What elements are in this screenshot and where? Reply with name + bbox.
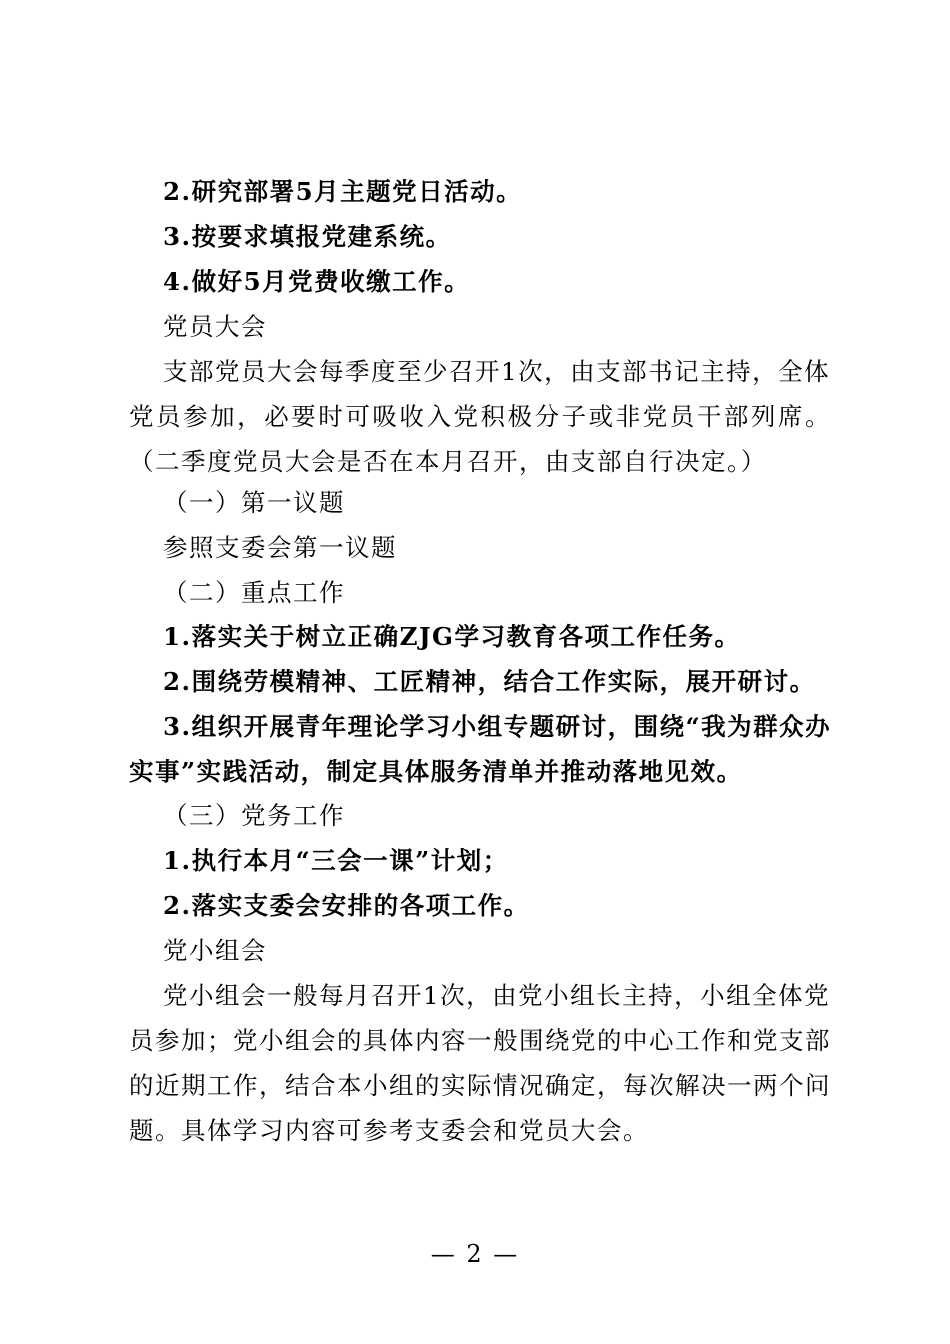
section-heading-party-group-meeting: 党小组会 (163, 936, 267, 965)
task-item-4: 4.做好5月党费收缴工作。 (163, 267, 471, 296)
paragraph-line: （二季度党员大会是否在本月召开，由支部自行决定。） (129, 447, 767, 476)
paragraph-line: 的近期工作，结合本小组的实际情况确定，每次解决一两个问 (129, 1071, 831, 1100)
paragraph-line: 参照支委会第一议题 (163, 533, 397, 562)
key-work-item-1: 1.落实关于树立正确ZJG学习教育各项工作任务。 (163, 622, 741, 651)
paragraph-line: 党员参加，必要时可吸收入党积极分子或非党员干部列席。 (129, 402, 831, 431)
party-affairs-item-1: 1.执行本月“三会一课”计划； (163, 846, 509, 875)
task-item-2: 2.研究部署5月主题党日活动。 (163, 177, 523, 206)
subheading-party-affairs: （三）党务工作 (163, 801, 345, 830)
subheading-key-work: （二）重点工作 (163, 578, 345, 607)
paragraph-line: 党小组会一般每月召开1次，由党小组长主持，小组全体党 (163, 981, 831, 1010)
task-item-3: 3.按要求填报党建系统。 (163, 222, 452, 251)
page-number: — 2 — (430, 1240, 520, 1268)
paragraph-line: 题。具体学习内容可参考支委会和党员大会。 (129, 1116, 649, 1145)
party-affairs-item-2: 2.落实支委会安排的各项工作。 (163, 891, 530, 920)
key-work-item-3: 3.组织开展青年理论学习小组专题研讨，围绕“我为群众办 (163, 712, 832, 741)
subheading-first-topic: （一）第一议题 (163, 488, 345, 517)
key-work-item-2: 2.围绕劳模精神、工匠精神，结合工作实际，展开研讨。 (163, 667, 816, 696)
paragraph-line: 支部党员大会每季度至少召开1次，由支部书记主持，全体 (163, 357, 831, 386)
key-work-item-3-continued: 实事”实践活动，制定具体服务清单并推动落地见效。 (129, 757, 743, 786)
section-heading-party-member-meeting: 党员大会 (163, 312, 267, 341)
paragraph-line: 员参加；党小组会的具体内容一般围绕党的中心工作和党支部 (129, 1026, 831, 1055)
